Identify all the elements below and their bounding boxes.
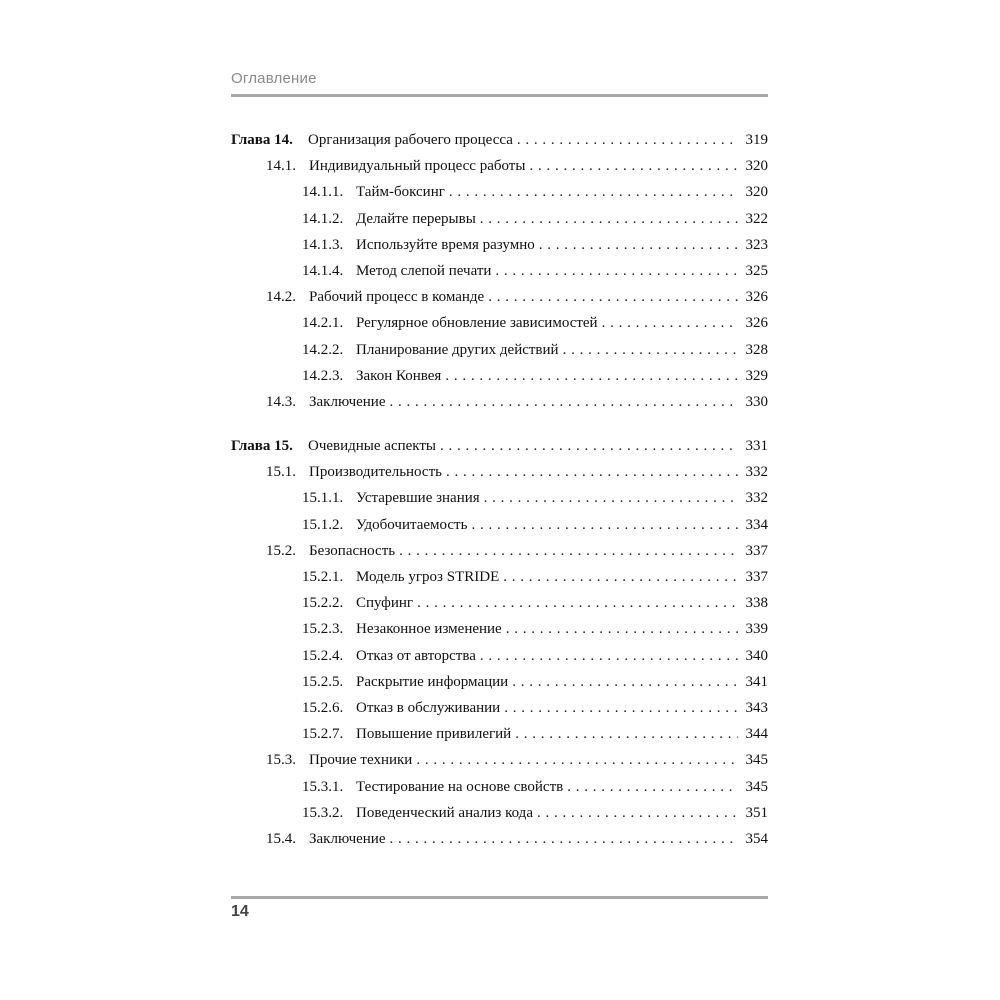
toc-entry-title: Рабочий процесс в команде xyxy=(309,289,485,306)
toc-entry-title: Устаревшие знания xyxy=(356,490,480,507)
toc-subsection-entry xyxy=(231,674,768,700)
toc-entry-page: 345 xyxy=(745,778,768,795)
toc-entry-title: Используйте время разумно xyxy=(356,236,535,253)
toc-dot-leader xyxy=(503,569,738,586)
toc-chapter-entry xyxy=(231,438,768,464)
toc-entry-page: 325 xyxy=(745,262,768,279)
toc-section-entry xyxy=(231,289,768,315)
toc-entry-page: 354 xyxy=(745,830,768,847)
toc-entry-page: 337 xyxy=(745,569,768,585)
toc-entry-title: Очевидные аспекты xyxy=(308,438,437,455)
toc-entry-number: 15.2.3. xyxy=(302,621,344,638)
toc-dot-leader xyxy=(445,368,738,385)
toc-entry-title: Индивидуальный процесс работы xyxy=(309,158,526,175)
toc-entry-title: Модель угроз STRIDE xyxy=(356,569,500,585)
toc-section-entry xyxy=(231,543,768,569)
toc-entry-page: 341 xyxy=(745,673,768,690)
toc-entry-number: 15.1.1. xyxy=(302,490,344,507)
toc-dot-leader xyxy=(517,132,738,149)
toc-entry-number: 15.2.6. xyxy=(302,699,344,716)
toc-entry-number: 15.2.4. xyxy=(302,647,344,664)
toc-subsection-entry xyxy=(231,263,768,289)
toc-entry-page: 351 xyxy=(745,804,768,821)
toc-entry-page: 345 xyxy=(745,752,768,769)
toc-dot-leader xyxy=(567,779,738,796)
toc-entry-page: 334 xyxy=(745,516,768,533)
toc-subsection-entry xyxy=(231,342,768,368)
toc-dot-leader xyxy=(506,621,738,638)
toc-entry-page: 320 xyxy=(745,184,768,201)
toc-dot-leader xyxy=(484,490,738,507)
toc-entry-number: 15.2. xyxy=(266,542,296,559)
toc-entry-page: 326 xyxy=(745,289,768,306)
toc-chapter-entry xyxy=(231,132,768,158)
toc-entry-number: 14.2.3. xyxy=(302,367,344,384)
toc-entry-title: Метод слепой печати xyxy=(356,262,492,279)
toc-entry-number: 15.3.1. xyxy=(302,778,344,795)
toc-entry-page: 331 xyxy=(745,438,768,455)
toc-entry-page: 337 xyxy=(745,542,768,559)
toc-dot-leader xyxy=(488,289,738,306)
toc-entry-title: Удобочитаемость xyxy=(356,516,468,533)
toc-entry-title: Закон Конвея xyxy=(356,367,442,384)
toc-entry-title: Прочие техники xyxy=(309,752,413,769)
toc-subsection-entry xyxy=(231,700,768,726)
toc-entry-number: 15.3.2. xyxy=(302,804,344,821)
toc-entry-number: 14.2.1. xyxy=(302,315,344,332)
toc-dot-leader xyxy=(440,438,738,455)
toc-entry-title: Планирование других действий xyxy=(356,341,559,358)
toc-entry-page: 328 xyxy=(745,341,768,358)
toc-entry-number: 15.1.2. xyxy=(302,516,344,533)
toc-subsection-entry xyxy=(231,648,768,674)
toc-entry-title: Организация рабочего процесса xyxy=(308,132,513,148)
toc-entry-title: Тестирование на основе свойств xyxy=(356,778,564,795)
toc-entry-number: 14.2. xyxy=(266,289,296,306)
toc-dot-leader xyxy=(515,726,738,743)
toc-dot-leader xyxy=(390,394,739,411)
toc-dot-leader xyxy=(512,674,738,691)
toc-entry-page: 329 xyxy=(745,367,768,384)
toc-entry-page: 319 xyxy=(745,132,768,148)
toc-entry-number: 15.1. xyxy=(266,464,296,481)
toc-entry-number: 14.1.4. xyxy=(302,262,344,279)
toc-subsection-entry xyxy=(231,726,768,752)
toc-subsection-entry xyxy=(231,621,768,647)
toc-entry-title: Безопасность xyxy=(309,542,396,559)
toc-entry-number: 14.3. xyxy=(266,393,296,410)
toc-dot-leader xyxy=(390,831,739,848)
toc-dot-leader xyxy=(471,517,738,534)
toc-entry-number: 14.1. xyxy=(266,158,296,175)
toc-entry-page: 320 xyxy=(745,158,768,175)
toc-entry-page: 339 xyxy=(745,621,768,638)
toc-dot-leader xyxy=(537,805,738,822)
toc-entry-title: Регулярное обновление зависимостей xyxy=(356,315,598,332)
toc-section-entry xyxy=(231,464,768,490)
toc-dot-leader xyxy=(602,315,738,332)
table-of-contents xyxy=(231,132,768,857)
toc-entry-title: Заключение xyxy=(309,830,386,847)
toc-dot-leader xyxy=(446,464,738,481)
toc-dot-leader xyxy=(480,211,738,228)
toc-entry-page: 330 xyxy=(745,393,768,410)
toc-entry-page: 323 xyxy=(745,236,768,253)
toc-entry-title: Раскрытие информации xyxy=(356,673,509,690)
toc-entry-number: 14.1.2. xyxy=(302,210,344,227)
toc-entry-number: 15.2.7. xyxy=(302,726,344,743)
toc-dot-leader xyxy=(504,700,738,717)
toc-entry-title: Тайм-боксинг xyxy=(356,184,445,201)
toc-subsection-entry xyxy=(231,184,768,210)
page-number: 14 xyxy=(231,903,249,920)
toc-entry-title: Повышение привилегий xyxy=(356,726,512,743)
toc-entry-title: Поведенческий анализ кода xyxy=(356,804,533,821)
toc-subsection-entry xyxy=(231,569,768,595)
toc-dot-leader xyxy=(449,184,738,201)
toc-entry-number: 14.2.2. xyxy=(302,341,344,358)
toc-entry-title: Незаконное изменение xyxy=(356,621,502,638)
toc-subsection-entry xyxy=(231,211,768,237)
toc-dot-leader xyxy=(417,595,738,612)
toc-entry-title: Производительность xyxy=(309,464,442,481)
toc-dot-leader xyxy=(399,543,738,560)
toc-entry-number: 14.1.3. xyxy=(302,236,344,253)
toc-entry-number: 15.2.2. xyxy=(302,595,344,612)
toc-entry-page: 340 xyxy=(745,647,768,664)
toc-section-entry xyxy=(231,394,768,420)
toc-dot-leader xyxy=(563,342,738,359)
toc-subsection-entry xyxy=(231,805,768,831)
toc-dot-leader xyxy=(480,648,738,665)
toc-subsection-entry xyxy=(231,315,768,341)
toc-section-entry xyxy=(231,752,768,778)
footer-rule xyxy=(231,896,768,899)
toc-entry-number: 14.1.1. xyxy=(302,184,344,201)
toc-dot-leader xyxy=(529,158,738,175)
header-rule xyxy=(231,94,768,97)
toc-subsection-entry xyxy=(231,779,768,805)
toc-entry-number: 15.3. xyxy=(266,752,296,769)
toc-entry-number: 15.4. xyxy=(266,830,296,847)
toc-subsection-entry xyxy=(231,368,768,394)
toc-section-entry xyxy=(231,831,768,857)
toc-entry-number: 15.2.1. xyxy=(302,569,344,585)
toc-dot-leader xyxy=(495,263,738,280)
toc-entry-title: Спуфинг xyxy=(356,595,414,612)
toc-entry-page: 332 xyxy=(745,464,768,481)
toc-entry-title: Заключение xyxy=(309,393,386,410)
toc-entry-page: 332 xyxy=(745,490,768,507)
toc-subsection-entry xyxy=(231,237,768,263)
toc-entry-page: 326 xyxy=(745,315,768,332)
toc-subsection-entry xyxy=(231,595,768,621)
toc-entry-title: Делайте перерывы xyxy=(356,210,476,227)
toc-entry-title: Отказ от авторства xyxy=(356,647,476,664)
running-head: Оглавление xyxy=(231,70,317,87)
toc-entry-page: 343 xyxy=(745,699,768,716)
toc-section-entry xyxy=(231,158,768,184)
toc-subsection-entry xyxy=(231,517,768,543)
toc-entry-number: 15.2.5. xyxy=(302,673,344,690)
toc-entry-page: 344 xyxy=(745,726,768,743)
toc-subsection-entry xyxy=(231,490,768,516)
toc-entry-number: Глава 14. xyxy=(231,132,293,148)
toc-entry-number: Глава 15. xyxy=(231,438,293,455)
toc-dot-leader xyxy=(539,237,738,254)
toc-dot-leader xyxy=(416,752,738,769)
toc-entry-page: 338 xyxy=(745,595,768,612)
toc-entry-page: 322 xyxy=(745,210,768,227)
toc-entry-title: Отказ в обслуживании xyxy=(356,699,501,716)
